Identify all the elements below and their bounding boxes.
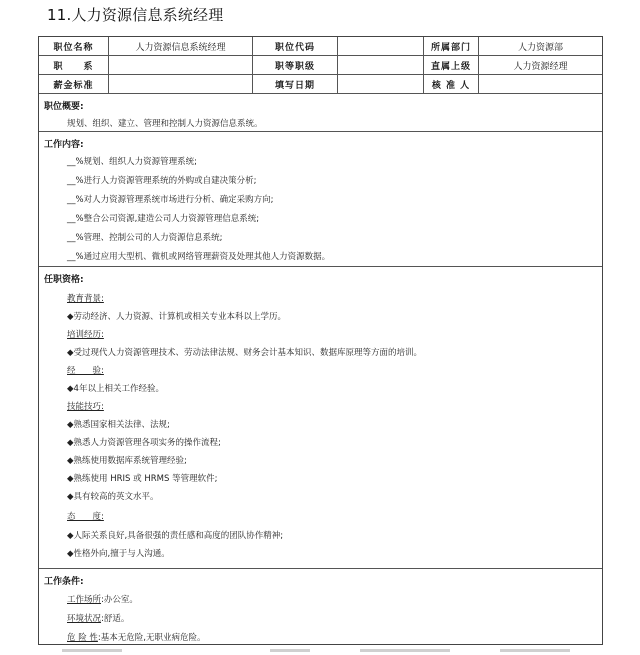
value-grade [338, 56, 424, 74]
document-title: 11.人力资源信息系统经理 [47, 6, 224, 24]
label-fill-date: 填写日期 [253, 75, 338, 93]
skill-item: ◆具有较高的英文水平。 [67, 492, 159, 502]
duty-item: __%对人力资源管理系统市场进行分析、确定采购方向; [67, 195, 274, 205]
duties-title: 工作内容: [44, 140, 84, 150]
value-fill-date [338, 75, 424, 93]
training-label: 培训经历: [67, 330, 104, 340]
label-supervisor: 直属上级 [424, 56, 479, 74]
overview-title: 职位概要: [44, 102, 84, 112]
duty-item: __%进行人力资源管理系统的外购或自建决策分析; [67, 176, 257, 186]
skill-item: ◆熟悉国家相关法律、法规; [67, 420, 170, 430]
cutoff-text-strip [0, 647, 640, 655]
duty-item: __%规划、组织人力资源管理系统; [67, 157, 197, 167]
conditions-title: 工作条件: [44, 577, 84, 587]
header-row-3 [39, 75, 602, 94]
value-salary [109, 75, 253, 93]
value-job-title: 人力资源信息系统经理 [109, 37, 253, 55]
attitude-label: 态 度: [67, 512, 104, 522]
skill-item: ◆熟悉人力资源管理各项实务的操作流程; [67, 438, 221, 448]
header-row-1 [39, 37, 602, 56]
condition-place [67, 593, 138, 605]
value-approver [479, 75, 602, 93]
label-job-code: 职位代码 [253, 37, 338, 55]
education-text: ◆劳动经济、人力资源、计算机或相关专业本科以上学历。 [67, 312, 287, 322]
overview-text: 规划、组织、建立、管理和控制人力资源信息系统。 [67, 119, 263, 129]
label-salary: 薪金标准 [39, 75, 109, 93]
conditions-section [39, 569, 602, 646]
value-department: 人力资源部 [517, 42, 563, 53]
risk-label: 危 险 性 [67, 633, 98, 643]
value-job-code [338, 37, 424, 55]
experience-text: ◆4年以上相关工作经验。 [67, 384, 164, 394]
qualifications-section [39, 267, 602, 569]
duty-item: __%管理、控制公司的人力资源信息系统; [67, 233, 223, 243]
risk-value: :基本无危险,无职业病危险。 [97, 633, 206, 643]
skill-item: ◆熟练使用数据库系统管理经验; [67, 456, 187, 466]
place-label: 工作场所 [67, 595, 102, 605]
condition-risk [67, 631, 205, 643]
label-department: 所属部门 [424, 37, 479, 55]
skill-item: ◆熟练使用 HRIS 或 HRMS 等管理软件; [67, 474, 218, 484]
training-text: ◆受过现代人力资源管理技术、劳动法律法规、财务会计基本知识、数据库原理等方面的培训。 [67, 348, 423, 358]
label-grade: 职等职级 [253, 56, 338, 74]
value-job-family [109, 56, 253, 74]
attitude-item: ◆性格外向,擅于与人沟通。 [67, 549, 170, 559]
duty-item: __%通过应用大型机、微机或网络管理薪资及处理其他人力资源数据。 [67, 252, 331, 262]
job-description-table [38, 36, 603, 645]
skills-label: 技能技巧: [67, 402, 104, 412]
experience-label: 经 验: [67, 366, 104, 376]
label-job-title: 职位名称 [39, 37, 109, 55]
duties-section [39, 132, 602, 267]
duty-item: __%整合公司资源,建造公司人力资源管理信息系统; [67, 214, 260, 224]
value-supervisor: 人力资源经理 [513, 61, 568, 72]
education-label: 教育背景: [67, 294, 104, 304]
qualifications-title: 任职资格: [44, 275, 84, 285]
attitude-item: ◆人际关系良好,具备很强的责任感和高度的团队协作精神; [67, 531, 284, 541]
label-approver: 核 准 人 [424, 75, 479, 93]
overview-section [39, 94, 602, 132]
condition-environment [67, 612, 129, 624]
place-value: :办公室。 [101, 595, 138, 605]
env-label: 环境状况 [67, 614, 102, 624]
env-value: :舒适。 [101, 614, 130, 624]
label-job-family: 职 系 [39, 56, 109, 74]
header-row-2 [39, 56, 602, 75]
